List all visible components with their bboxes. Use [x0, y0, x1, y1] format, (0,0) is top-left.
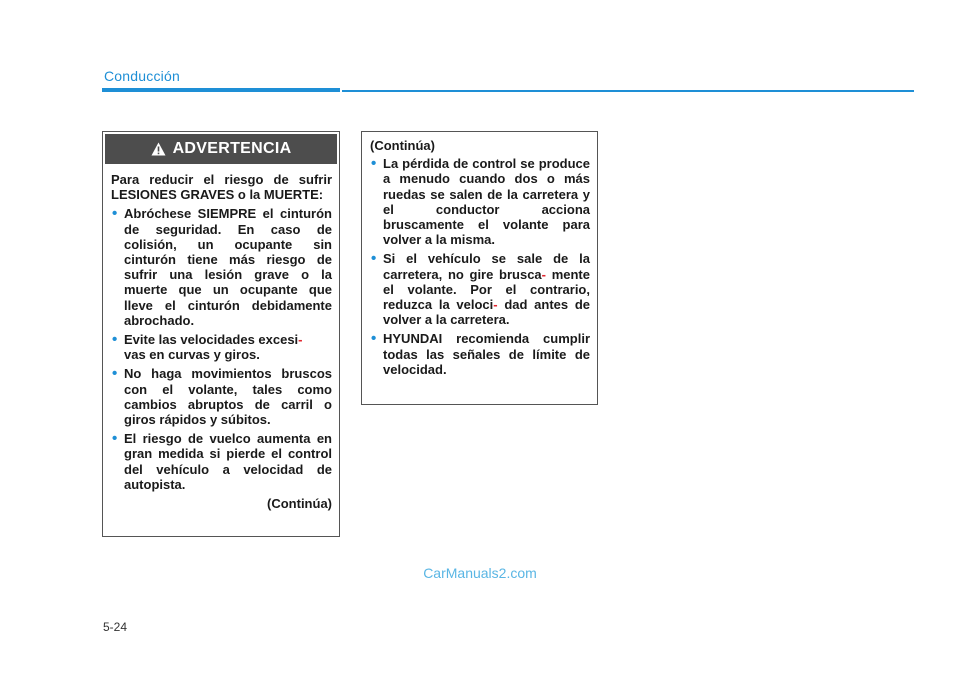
header-rule-thick — [102, 88, 340, 92]
bullet-icon: • — [371, 155, 377, 173]
bullet-icon: • — [371, 250, 377, 268]
hyphen-mark: - — [541, 266, 547, 282]
list-item: • La pérdida de control se produce a menudo cuando dos o más ruedas se salen de la carretera y el conductor acciona bruscamente el volante para volver a la misma. — [371, 155, 590, 248]
header-rule-thin — [342, 90, 914, 92]
list-item: • El riesgo de vuelco aumenta en gran medida si pierde el control del vehículo a velocidad de autopista. — [112, 430, 332, 492]
continued-label: (Continúa) — [370, 138, 435, 153]
warning-box — [102, 131, 340, 537]
hyphen-mark: - — [493, 297, 498, 313]
bullet-icon: • — [112, 365, 118, 383]
continued-label: (Continúa) — [267, 496, 332, 512]
list-item: • Evite las velocidades excesi- vas en curvas y giros. — [112, 331, 303, 363]
section-title: Conducción — [104, 68, 180, 84]
page-number: 5-24 — [103, 620, 128, 634]
bullet-icon: • — [112, 430, 118, 448]
bullet-icon: • — [112, 331, 118, 349]
bullet-icon: • — [371, 330, 377, 348]
watermark: CarManuals2.com — [423, 565, 537, 581]
warning-title: ADVERTENCIA — [172, 140, 292, 157]
hyphen-mark: - — [298, 332, 303, 348]
bullet-icon: • — [112, 205, 118, 223]
list-item: • HYUNDAI recomienda cumplir todas las señales de límite de velocidad. — [371, 330, 590, 377]
warning-triangle-icon — [151, 142, 166, 156]
continued-warning-box — [361, 131, 598, 405]
list-item: • Abróchese SIEMPRE el cinturón de seguridad. En caso de colisión, un ocupante sin cinturón tiene más riesgo de sufrir una lesión grave o la muerte que un ocupante que lleve el cinturón debidamente abrochado. — [112, 205, 332, 328]
list-item: • Si el vehículo se sale de la carretera, no gire brusca- mente el volante. Por el contrario, reduzca la veloci- dad antes de volver a la carretera. — [371, 250, 590, 328]
list-item: • No haga movimientos bruscos con el volante, tales como cambios abruptos de carril o giros rápidos y súbitos. — [112, 365, 332, 428]
warning-intro: Para reducir el riesgo de sufrir LESIONES GRAVES o la MUERTE: — [111, 172, 332, 203]
warning-header — [105, 134, 337, 164]
